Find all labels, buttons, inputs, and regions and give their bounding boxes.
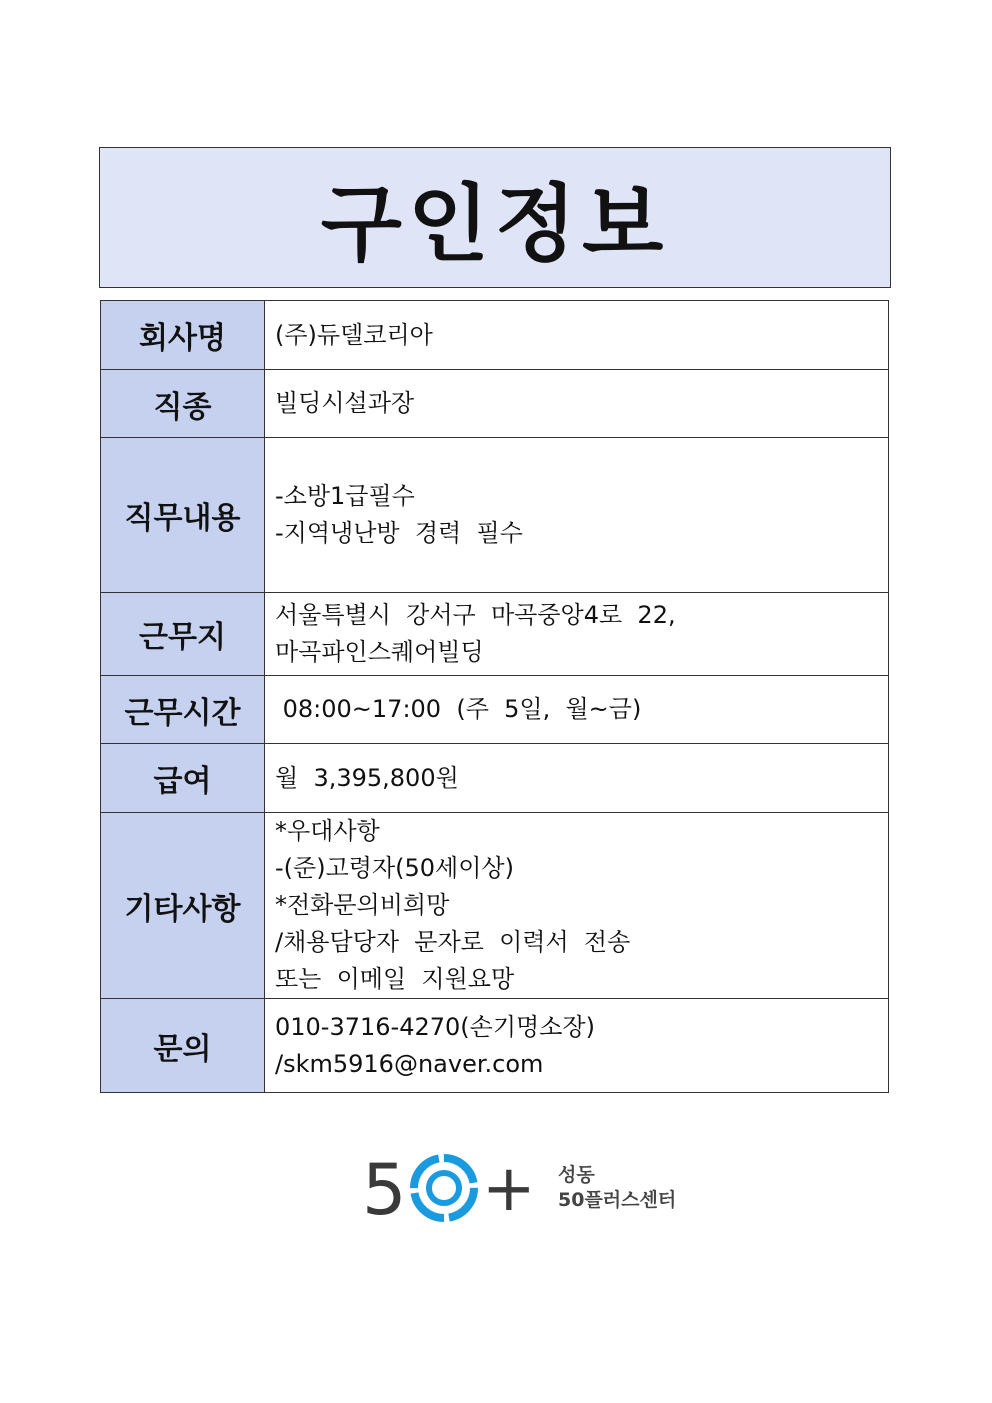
row-label: 기타사항 <box>101 813 265 999</box>
table-row-location <box>101 593 889 676</box>
row-label: 급여 <box>101 744 265 813</box>
center-logo <box>362 1148 692 1228</box>
table-row-salary <box>101 744 889 813</box>
row-label: 회사명 <box>101 301 265 370</box>
row-value <box>265 813 889 999</box>
row-label: 근무지 <box>101 593 265 676</box>
logo-plus: + <box>482 1152 536 1226</box>
logo-name-line1: 성동 <box>558 1164 595 1186</box>
value-line: (주)듀델코리아 <box>275 320 433 349</box>
value-line: *우대사항 <box>275 817 380 845</box>
value-line: 빌딩시설과장 <box>275 389 415 417</box>
table-row-duties <box>101 438 889 593</box>
row-value <box>265 301 889 370</box>
logo-ring-icon <box>414 1158 474 1218</box>
row-label: 문의 <box>101 999 265 1093</box>
title-banner <box>99 147 891 288</box>
row-value <box>265 999 889 1093</box>
table-row-other <box>101 813 889 999</box>
fifty-plus-logo-icon <box>362 1148 542 1228</box>
row-label: 직무내용 <box>101 438 265 593</box>
row-label: 근무시간 <box>101 676 265 744</box>
value-line: 서울특별시 강서구 마곡중앙4로 22, <box>275 601 676 629</box>
value-line: 08:00~17:00 (주 5일, 월~금) <box>275 695 642 723</box>
row-value <box>265 370 889 438</box>
job-info-table <box>100 300 889 1093</box>
page-title: 구인정보 <box>320 175 670 273</box>
value-line: -소방1급필수 <box>275 482 415 510</box>
value-line: 월 3,395,800원 <box>275 763 459 792</box>
row-value <box>265 676 889 744</box>
value-line: -지역냉난방 경력 필수 <box>275 519 523 547</box>
value-line: 010-3716-4270(손기명소장) <box>275 1012 595 1041</box>
value-line: /채용담당자 문자로 이력서 전송 <box>275 928 631 956</box>
row-value <box>265 593 889 676</box>
logo-text <box>558 1163 676 1213</box>
logo-name-line2: 50플러스센터 <box>558 1189 677 1211</box>
row-value <box>265 438 889 593</box>
table-row-job-type <box>101 370 889 438</box>
row-value <box>265 744 889 813</box>
value-line: 마곡파인스퀘어빌딩 <box>275 638 484 666</box>
logo-number: 5 <box>362 1149 407 1228</box>
value-line: *전화문의비희망 <box>275 891 450 919</box>
value-line: /skm5916@naver.com <box>275 1049 544 1078</box>
table-row-contact <box>101 999 889 1093</box>
value-line: -(준)고령자(50세이상) <box>275 854 514 882</box>
table-row-hours <box>101 676 889 744</box>
table-row-company <box>101 301 889 370</box>
value-line: 또는 이메일 지원요망 <box>275 965 515 993</box>
row-label: 직종 <box>101 370 265 438</box>
